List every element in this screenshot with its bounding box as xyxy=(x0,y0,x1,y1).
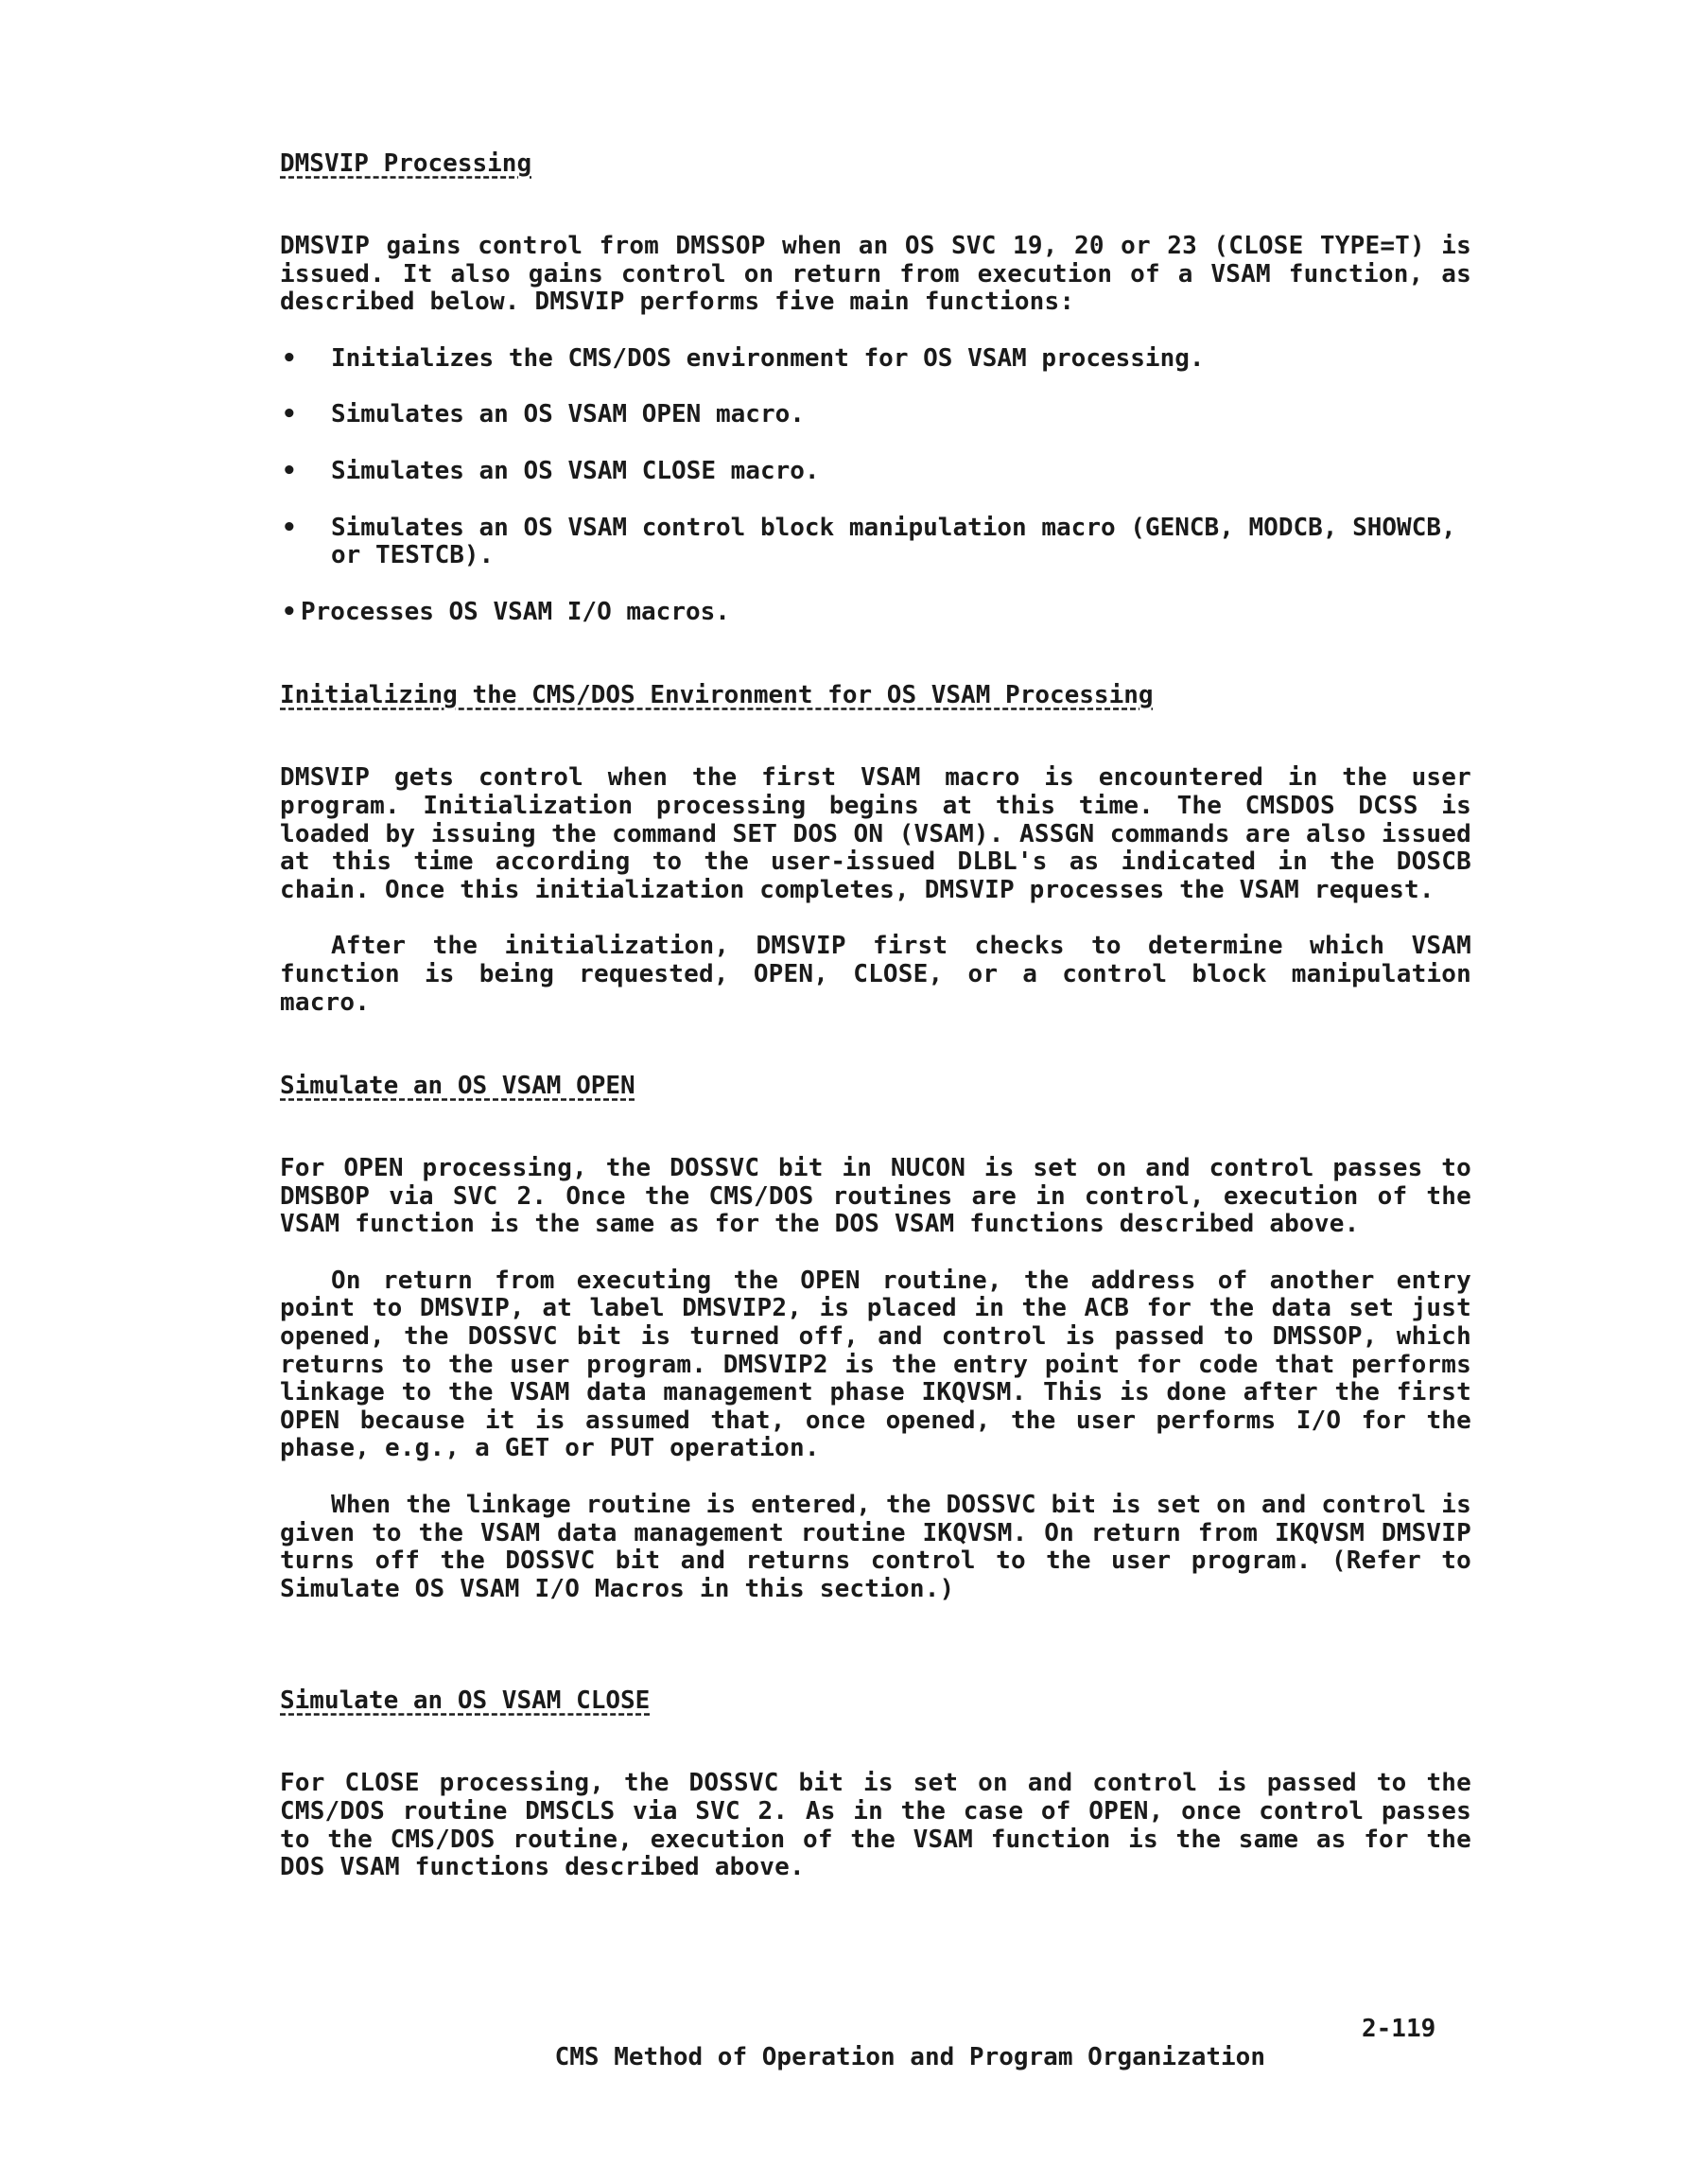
list-item-text: Simulates an OS VSAM OPEN macro. xyxy=(331,400,805,429)
section-spacer xyxy=(280,1632,1471,1686)
dmsvip-function-list xyxy=(280,345,1471,627)
section-heading-open: Simulate an OS VSAM OPEN xyxy=(280,1072,635,1101)
list-item-text: Initializes the CMS/DOS environment for OS VSAM processing. xyxy=(331,343,1205,373)
bullet-icon: • xyxy=(282,597,297,626)
open-paragraph-3: When the linkage routine is entered, the DOSSVC bit is set on and control is given to the VSAM data management routine IKQVSM. On return from IKQVSM DMSVIP turns off the DOSSVC bit and returns control to the user program. (Refer to Simulate OS VSAM I/O Macros in this section.) xyxy=(280,1491,1471,1603)
footer-title: CMS Method of Operation and Program Organization xyxy=(554,2043,1265,2071)
list-item xyxy=(280,345,1471,374)
section-spacer xyxy=(280,1045,1471,1072)
list-item xyxy=(280,458,1471,486)
bullet-icon: • xyxy=(282,456,297,485)
list-item-text: Simulates an OS VSAM control block manipulation macro (GENCB, MODCB, SHOWCB, or TESTCB). xyxy=(331,513,1456,570)
list-item-text: Processes OS VSAM I/O macros. xyxy=(301,597,730,626)
list-item-text: Simulates an OS VSAM CLOSE macro. xyxy=(331,456,820,485)
bullet-icon: • xyxy=(282,513,297,542)
section-heading-close: Simulate an OS VSAM CLOSE xyxy=(280,1686,651,1716)
page-content xyxy=(280,149,1471,1911)
page-footer xyxy=(496,2015,1441,2128)
page-number: 2-119 xyxy=(1362,2015,1436,2043)
section-spacer xyxy=(280,655,1471,681)
open-paragraph-1: For OPEN processing, the DOSSVC bit in NUCON is set on and control passes to DMSBOP via SVC 2. Once the CMS/DOS routines are in control, execution of the VSAM function is the same as for the DOS VSAM functions described above. xyxy=(280,1154,1471,1239)
list-item xyxy=(280,599,1471,627)
section-heading-dmsvip: DMSVIP Processing xyxy=(280,149,532,178)
initializing-paragraph-2: After the initialization, DMSVIP first checks to determine which VSAM function is being requested, OPEN, CLOSE, or a control block manipulation macro. xyxy=(280,932,1471,1017)
dmsvip-intro-paragraph: DMSVIP gains control from DMSSOP when an OS SVC 19, 20 or 23 (CLOSE TYPE=T) is issued. It also gains control on return from execution of a VSAM function, as described below. DMSVIP performs five main functions: xyxy=(280,232,1471,317)
bullet-icon: • xyxy=(282,400,297,429)
list-item xyxy=(280,515,1471,570)
section-heading-initializing: Initializing the CMS/DOS Environment for OS VSAM Processing xyxy=(280,681,1154,710)
list-item xyxy=(280,401,1471,429)
bullet-icon: • xyxy=(282,343,297,373)
open-paragraph-2: On return from executing the OPEN routine, the address of another entry point to DMSVIP, at label DMSVIP2, is placed in the ACB for the data set just opened, the DOSSVC bit is turned off, and control is passed to DMSSOP, which returns to the user program. DMSVIP2 is the entry point for code that performs linkage to the VSAM data management phase IKQVSM. This is done after the first OPEN because it is assumed that, once opened, the user performs I/O for the phase, e.g., a GET or PUT operation. xyxy=(280,1266,1471,1463)
initializing-paragraph-1: DMSVIP gets control when the first VSAM macro is encountered in the user program. Initialization processing begins at this time. The CMSDOS DCSS is loaded by issuing the command SET DOS ON (VSAM). ASSGN commands are also issued at this time according to the user-issued DLBL's as indicated in the DOSCB chain. Once this initialization completes, DMSVIP processes the VSAM request. xyxy=(280,763,1471,904)
close-paragraph-1: For CLOSE processing, the DOSSVC bit is set on and control is passed to the CMS/DOS routine DMSCLS via SVC 2. As in the case of OPEN, once control passes to the CMS/DOS routine, execution of the VSAM function is the same as for the DOS VSAM functions described above. xyxy=(280,1769,1471,1882)
